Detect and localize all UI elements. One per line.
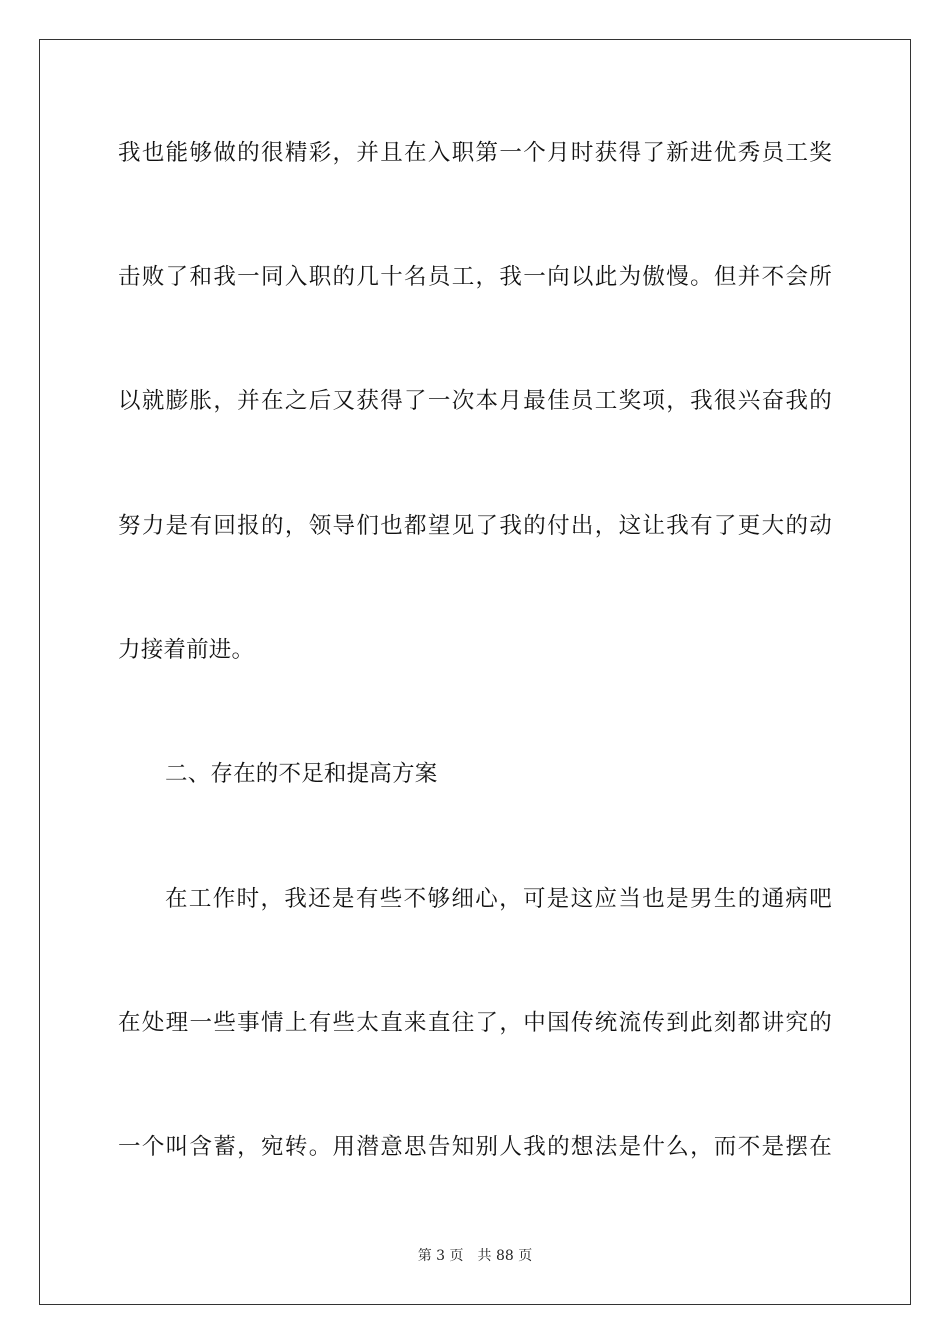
page-footer [0,1247,950,1265]
body-line-3: 以就膨胀，并在之后又获得了一次本月最佳员工奖项，我很兴奋我的 [118,388,832,414]
body-line-1: 我也能够做的很精彩，并且在入职第一个月时获得了新进优秀员工奖 [118,140,832,166]
page-frame [39,39,911,1305]
body-line-4: 努力是有回报的，领导们也都望见了我的付出，这让我有了更大的动 [118,513,832,539]
body-line-6: 在工作时，我还是有些不够细心，可是这应当也是男生的通病吧 [165,886,832,912]
body-line-7: 在处理一些事情上有些太直来直往了，中国传统流传到此刻都讲究的 [118,1010,832,1036]
page-number: 第 3 页 [417,1248,464,1264]
section-heading: 二、存在的不足和提高方案 [165,761,438,787]
body-line-8: 一个叫含蓄，宛转。用潜意思告知别人我的想法是什么，而不是摆在 [118,1134,832,1160]
page-total: 共 88 页 [477,1248,533,1264]
body-line-5: 力接着前进。 [118,637,255,663]
body-line-2: 击败了和我一同入职的几十名员工，我一向以此为傲慢。但并不会所 [118,264,832,290]
